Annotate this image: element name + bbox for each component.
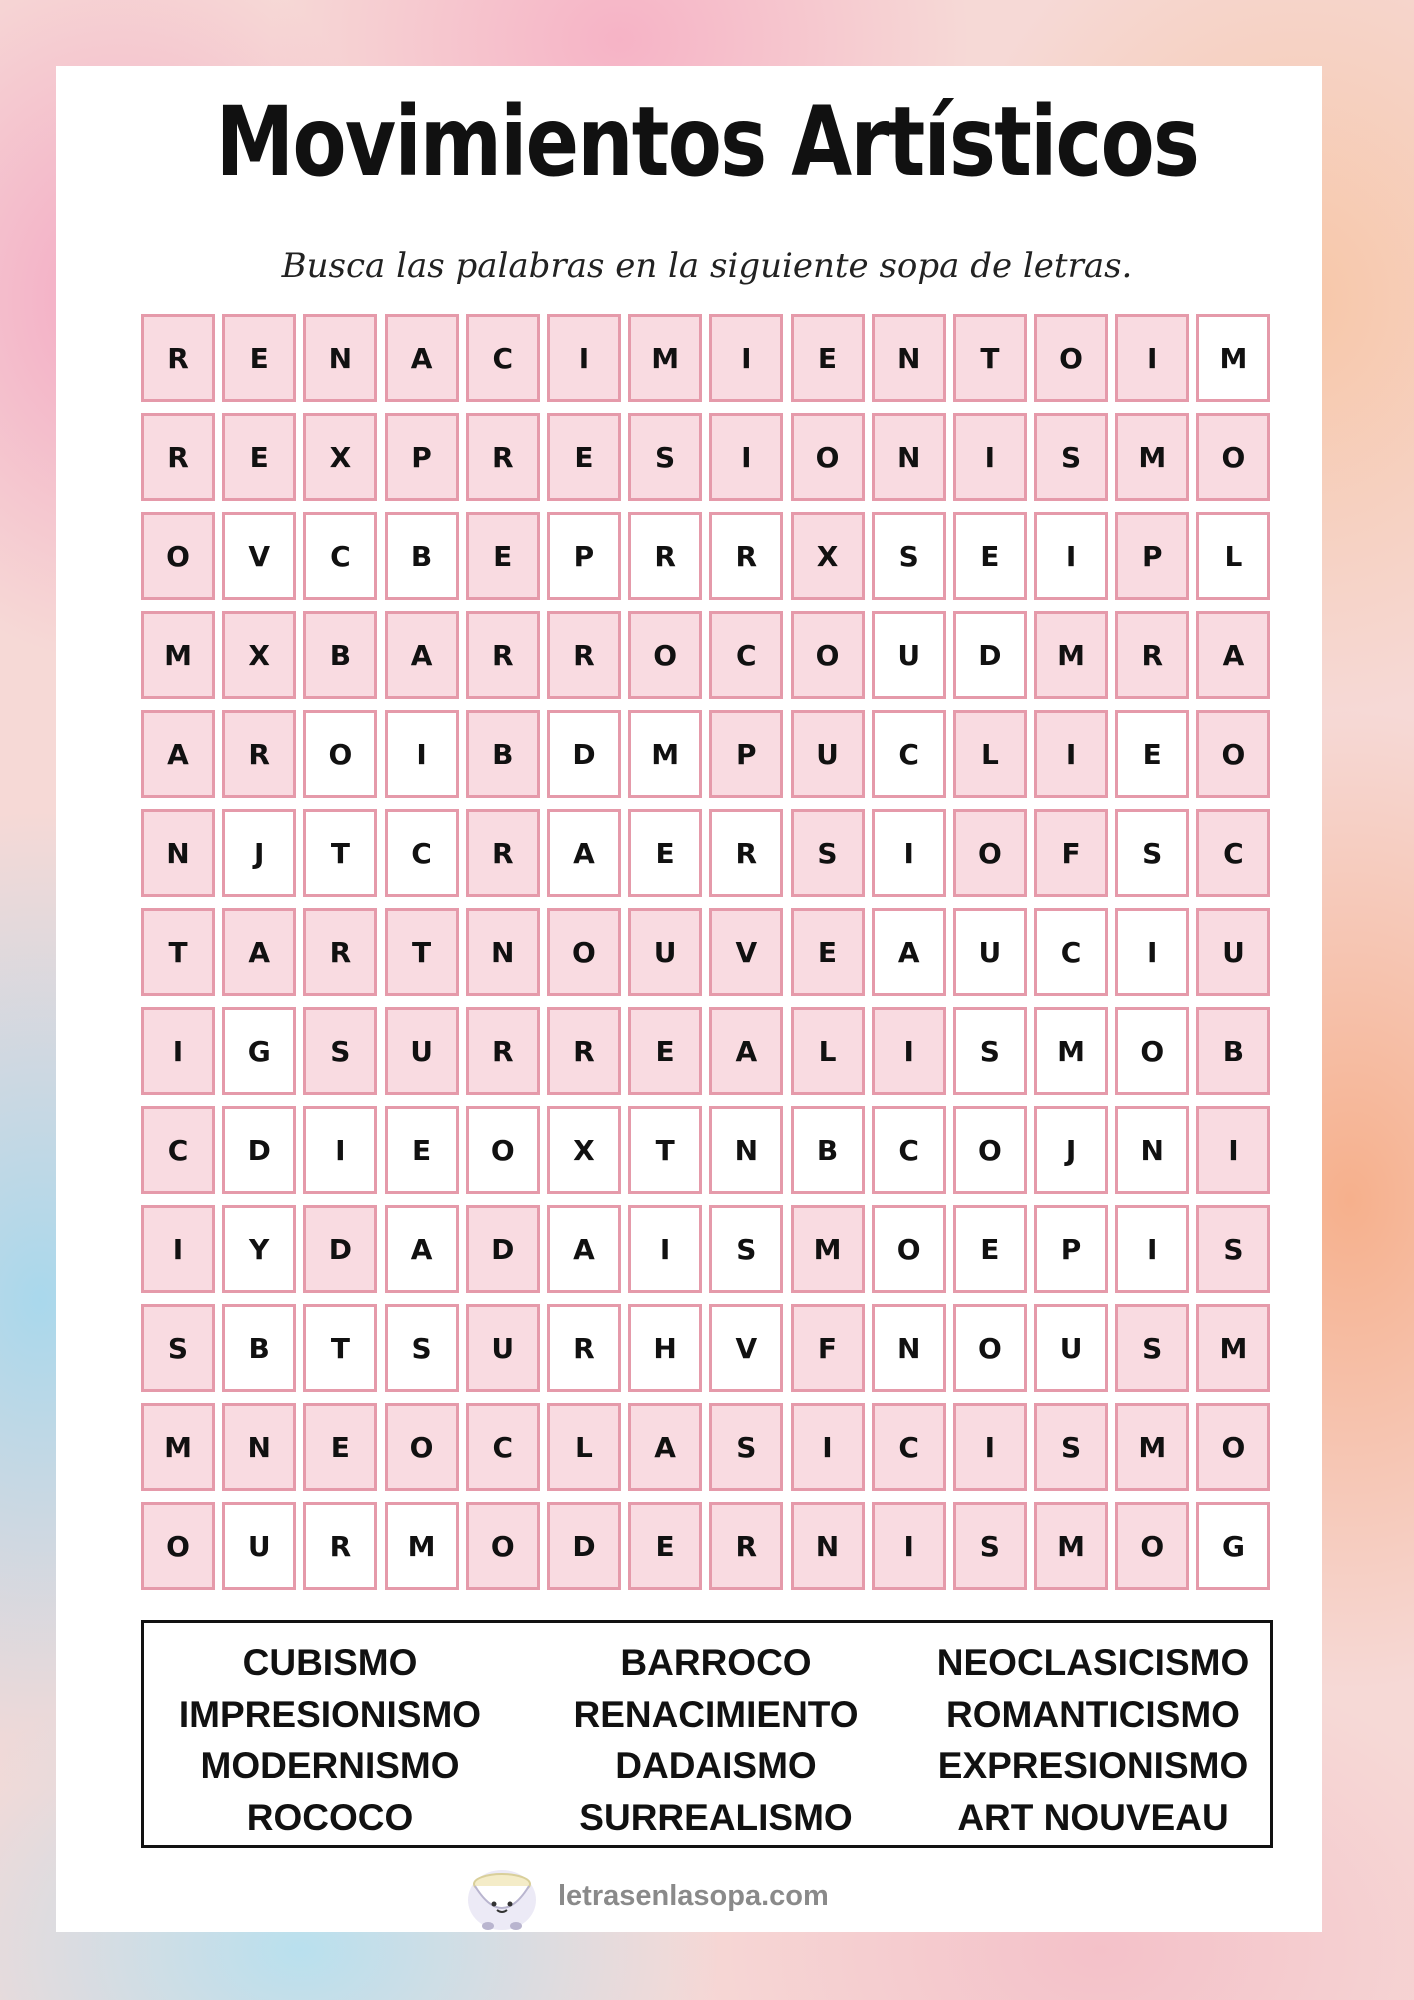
grid-cell[interactable]: A (547, 809, 621, 897)
grid-cell[interactable]: B (791, 1106, 865, 1194)
grid-cell[interactable]: A (385, 611, 459, 699)
grid-cell[interactable]: S (1115, 1304, 1189, 1392)
grid-cell[interactable]: A (547, 1205, 621, 1293)
grid-cell[interactable]: E (385, 1106, 459, 1194)
grid-cell[interactable]: M (385, 1502, 459, 1590)
grid-cell[interactable]: N (872, 314, 946, 402)
word-column-2 (516, 1623, 916, 1845)
grid-cell[interactable]: J (1034, 1106, 1108, 1194)
grid-cell[interactable]: L (547, 1403, 621, 1491)
grid-cell[interactable]: C (1034, 908, 1108, 996)
grid-cell[interactable]: I (872, 809, 946, 897)
grid-cell[interactable]: A (222, 908, 296, 996)
grid-cell[interactable]: E (303, 1403, 377, 1491)
grid-cell[interactable]: R (466, 413, 540, 501)
grid-cell[interactable]: R (466, 611, 540, 699)
grid-cell[interactable]: O (141, 512, 215, 600)
grid-cell[interactable]: H (628, 1304, 702, 1392)
grid-cell[interactable]: C (1196, 809, 1270, 897)
grid-cell[interactable]: L (1196, 512, 1270, 600)
grid-cell[interactable]: I (141, 1007, 215, 1095)
word-item: SURREALISMO (579, 1796, 853, 1838)
grid-cell[interactable]: E (628, 1502, 702, 1590)
grid-cell[interactable]: R (709, 1502, 783, 1590)
grid-cell[interactable]: R (547, 1007, 621, 1095)
grid-cell[interactable]: E (1115, 710, 1189, 798)
grid-cell[interactable]: S (709, 1403, 783, 1491)
word-column-3 (916, 1623, 1270, 1845)
grid-cell[interactable]: S (1115, 809, 1189, 897)
grid-cell[interactable]: F (791, 1304, 865, 1392)
grid-cell[interactable]: R (141, 413, 215, 501)
bowl-mascot-icon (466, 1860, 538, 1932)
grid-cell[interactable]: T (303, 1304, 377, 1392)
grid-cell[interactable]: R (303, 1502, 377, 1590)
grid-cell[interactable]: R (466, 809, 540, 897)
grid-cell[interactable]: G (222, 1007, 296, 1095)
grid-cell[interactable]: I (791, 1403, 865, 1491)
grid-cell[interactable]: N (709, 1106, 783, 1194)
grid-cell[interactable]: A (385, 314, 459, 402)
word-item: EXPRESIONISMO (937, 1745, 1249, 1786)
grid-cell[interactable]: D (303, 1205, 377, 1293)
instructions: Busca las palabras en la siguiente sopa de letras. (281, 246, 1133, 286)
grid-cell[interactable]: C (872, 710, 946, 798)
grid-cell[interactable]: R (303, 908, 377, 996)
grid-cell[interactable]: S (1034, 413, 1108, 501)
word-item: BARROCO (620, 1642, 812, 1683)
grid-cell[interactable]: U (791, 710, 865, 798)
grid-cell[interactable]: S (628, 413, 702, 501)
grid-cell[interactable]: U (385, 1007, 459, 1095)
grid-cell[interactable]: S (141, 1304, 215, 1392)
grid-cell[interactable]: C (466, 314, 540, 402)
grid-cell[interactable]: C (872, 1403, 946, 1491)
grid-cell[interactable]: R (709, 809, 783, 897)
grid-cell[interactable]: I (385, 710, 459, 798)
grid-cell[interactable]: V (709, 908, 783, 996)
grid-cell[interactable]: P (385, 413, 459, 501)
grid-cell[interactable]: I (709, 314, 783, 402)
grid-cell[interactable]: O (1115, 1502, 1189, 1590)
grid-cell[interactable]: A (709, 1007, 783, 1095)
grid-cell[interactable]: S (953, 1502, 1027, 1590)
grid-cell[interactable]: B (1196, 1007, 1270, 1095)
grid-cell[interactable]: S (385, 1304, 459, 1392)
grid-cell[interactable]: O (385, 1403, 459, 1491)
grid-cell[interactable]: A (872, 908, 946, 996)
grid-cell[interactable]: M (141, 1403, 215, 1491)
grid-cell[interactable]: M (1034, 611, 1108, 699)
grid-cell[interactable]: O (547, 908, 621, 996)
grid-cell[interactable]: C (303, 512, 377, 600)
grid-cell[interactable]: I (953, 1403, 1027, 1491)
grid-cell[interactable]: P (1115, 512, 1189, 600)
grid-cell[interactable]: M (1034, 1502, 1108, 1590)
footer-brand (466, 1856, 829, 1936)
grid-cell[interactable]: M (1115, 1403, 1189, 1491)
grid-cell[interactable]: O (872, 1205, 946, 1293)
grid-cell[interactable]: N (791, 1502, 865, 1590)
site-name: letrasenlasopa.com (558, 1879, 829, 1912)
grid-cell[interactable]: L (953, 710, 1027, 798)
word-item: ROMANTICISMO (946, 1693, 1240, 1735)
grid-cell[interactable]: X (791, 512, 865, 600)
grid-cell[interactable]: E (628, 809, 702, 897)
grid-cell[interactable]: N (1115, 1106, 1189, 1194)
grid-cell[interactable]: O (141, 1502, 215, 1590)
grid-cell[interactable]: N (466, 908, 540, 996)
grid-cell[interactable]: N (303, 314, 377, 402)
word-item: RENACIMIENTO (573, 1693, 859, 1735)
grid-cell[interactable]: O (1196, 710, 1270, 798)
grid-cell[interactable]: I (547, 314, 621, 402)
grid-cell[interactable]: A (1196, 611, 1270, 699)
grid-cell[interactable]: M (628, 710, 702, 798)
grid-cell[interactable]: N (222, 1403, 296, 1491)
grid-cell[interactable]: E (791, 314, 865, 402)
word-item: MODERNISMO (200, 1745, 460, 1786)
grid-cell[interactable]: R (222, 710, 296, 798)
grid-cell[interactable]: P (1034, 1205, 1108, 1293)
grid-cell[interactable]: L (791, 1007, 865, 1095)
grid-cell[interactable]: M (791, 1205, 865, 1293)
grid-cell[interactable]: O (303, 710, 377, 798)
grid-cell[interactable]: M (1034, 1007, 1108, 1095)
grid-cell[interactable]: T (303, 809, 377, 897)
grid-cell[interactable]: F (1034, 809, 1108, 897)
grid-cell[interactable]: O (466, 1106, 540, 1194)
grid-cell[interactable]: A (628, 1403, 702, 1491)
grid-cell[interactable]: I (872, 1007, 946, 1095)
grid-cell[interactable]: B (385, 512, 459, 600)
grid-cell[interactable]: B (303, 611, 377, 699)
grid-cell[interactable]: O (466, 1502, 540, 1590)
grid-cell[interactable]: S (953, 1007, 1027, 1095)
grid-cell[interactable]: E (628, 1007, 702, 1095)
grid-cell[interactable]: I (1115, 908, 1189, 996)
grid-cell[interactable]: C (385, 809, 459, 897)
grid-cell[interactable]: R (709, 512, 783, 600)
grid-cell[interactable]: S (1034, 1403, 1108, 1491)
grid-cell[interactable]: S (709, 1205, 783, 1293)
grid-cell[interactable]: I (1196, 1106, 1270, 1194)
grid-cell[interactable]: O (953, 809, 1027, 897)
grid-cell[interactable]: G (1196, 1502, 1270, 1590)
grid-cell[interactable]: U (872, 611, 946, 699)
grid-cell[interactable]: I (141, 1205, 215, 1293)
grid-cell[interactable]: O (1196, 413, 1270, 501)
grid-cell[interactable]: I (303, 1106, 377, 1194)
grid-cell[interactable]: B (222, 1304, 296, 1392)
grid-cell[interactable]: M (1196, 1304, 1270, 1392)
word-item: CUBISMO (242, 1642, 418, 1683)
grid-cell[interactable]: I (872, 1502, 946, 1590)
grid-cell[interactable]: U (628, 908, 702, 996)
grid-cell[interactable]: S (1196, 1205, 1270, 1293)
word-item: ART NOUVEAU (957, 1796, 1229, 1838)
word-item: NEOCLASICISMO (936, 1642, 1250, 1683)
grid-cell[interactable]: T (141, 908, 215, 996)
grid-cell[interactable]: N (141, 809, 215, 897)
grid-cell[interactable]: I (709, 413, 783, 501)
grid-cell[interactable]: D (547, 1502, 621, 1590)
grid-cell[interactable]: X (303, 413, 377, 501)
grid-cell[interactable]: S (872, 512, 946, 600)
grid-cell[interactable]: D (466, 1205, 540, 1293)
grid-cell[interactable]: V (709, 1304, 783, 1392)
grid-cell[interactable]: C (709, 611, 783, 699)
grid-cell[interactable]: J (222, 809, 296, 897)
grid-cell[interactable]: I (1115, 314, 1189, 402)
grid-cell[interactable]: E (791, 908, 865, 996)
grid-cell[interactable]: C (872, 1106, 946, 1194)
grid-cell[interactable]: V (222, 512, 296, 600)
grid-cell[interactable]: O (953, 1106, 1027, 1194)
grid-cell[interactable]: R (1115, 611, 1189, 699)
grid-cell[interactable]: R (547, 611, 621, 699)
grid-cell[interactable]: R (141, 314, 215, 402)
grid-cell[interactable]: C (141, 1106, 215, 1194)
grid-cell[interactable]: M (141, 611, 215, 699)
page-title: Movimientos Artísticos (215, 86, 1199, 198)
grid-cell[interactable]: D (547, 710, 621, 798)
grid-cell[interactable]: I (953, 413, 1027, 501)
grid-cell[interactable]: O (791, 413, 865, 501)
grid-cell[interactable]: P (547, 512, 621, 600)
word-item: DADAISMO (615, 1745, 817, 1786)
grid-cell[interactable]: N (872, 1304, 946, 1392)
grid-cell[interactable]: I (1034, 512, 1108, 600)
grid-cell[interactable]: U (222, 1502, 296, 1590)
grid-cell[interactable]: I (628, 1205, 702, 1293)
grid-cell[interactable]: M (1115, 413, 1189, 501)
grid-cell[interactable]: O (953, 1304, 1027, 1392)
grid-cell[interactable]: R (547, 1304, 621, 1392)
grid-cell[interactable]: E (547, 413, 621, 501)
grid-cell[interactable]: R (628, 512, 702, 600)
grid-cell[interactable]: R (466, 1007, 540, 1095)
grid-cell[interactable]: P (709, 710, 783, 798)
grid-cell[interactable]: E (466, 512, 540, 600)
grid-cell[interactable]: A (385, 1205, 459, 1293)
letter-grid (141, 314, 1273, 1590)
grid-cell[interactable]: I (1034, 710, 1108, 798)
word-column-1 (144, 1623, 516, 1845)
grid-cell[interactable]: X (547, 1106, 621, 1194)
grid-cell[interactable]: T (385, 908, 459, 996)
grid-cell[interactable]: Y (222, 1205, 296, 1293)
grid-cell[interactable]: O (1034, 314, 1108, 402)
grid-cell[interactable]: T (953, 314, 1027, 402)
grid-cell[interactable]: N (872, 413, 946, 501)
grid-cell[interactable]: I (1115, 1205, 1189, 1293)
word-item: IMPRESIONISMO (178, 1693, 482, 1735)
grid-cell[interactable]: M (628, 314, 702, 402)
grid-cell[interactable]: O (628, 611, 702, 699)
grid-cell[interactable]: E (953, 1205, 1027, 1293)
grid-cell[interactable]: C (466, 1403, 540, 1491)
grid-cell[interactable]: M (1196, 314, 1270, 402)
grid-cell[interactable]: U (466, 1304, 540, 1392)
grid-cell[interactable]: E (222, 314, 296, 402)
grid-cell[interactable]: S (303, 1007, 377, 1095)
grid-cell[interactable]: B (466, 710, 540, 798)
grid-cell[interactable]: S (791, 809, 865, 897)
word-item: ROCOCO (246, 1796, 414, 1838)
word-list-box (141, 1620, 1273, 1848)
grid-cell[interactable]: O (1115, 1007, 1189, 1095)
grid-cell[interactable]: E (953, 512, 1027, 600)
grid-cell[interactable]: D (953, 611, 1027, 699)
grid-cell[interactable]: U (1196, 908, 1270, 996)
grid-cell[interactable]: D (222, 1106, 296, 1194)
grid-cell[interactable]: E (222, 413, 296, 501)
grid-cell[interactable]: X (222, 611, 296, 699)
grid-cell[interactable]: T (628, 1106, 702, 1194)
grid-cell[interactable]: O (1196, 1403, 1270, 1491)
grid-cell[interactable]: U (953, 908, 1027, 996)
grid-cell[interactable]: U (1034, 1304, 1108, 1392)
grid-cell[interactable]: O (791, 611, 865, 699)
grid-cell[interactable]: A (141, 710, 215, 798)
